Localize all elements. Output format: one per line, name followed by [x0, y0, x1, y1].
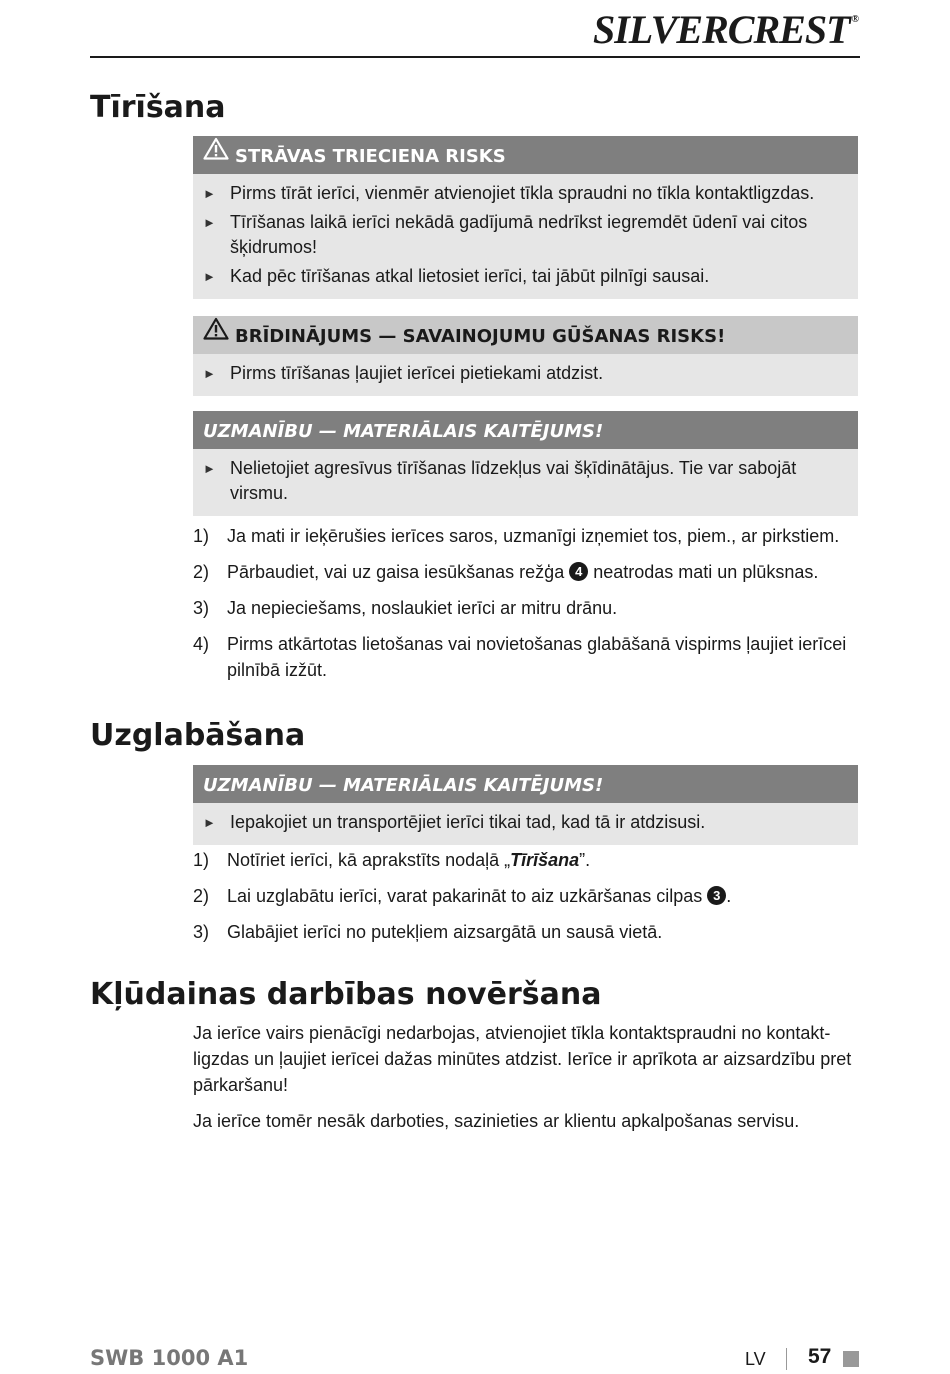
caution-box-heading: UZMANĪBU — MATERIĀLAIS KAITĒJUMS! — [193, 765, 858, 803]
cleaning-steps — [193, 523, 858, 693]
paragraph: Ja ierīce vairs pienācīgi nedarbojas, atvienojiet tīkla kontaktspraudni no kontaktligzdas un ļaujiet ierīcei dažas minūtes atdzist. Ierīce ir aprīkota ar aizsardzību pret pārkaršanu! — [193, 1023, 852, 1095]
part-number-badge: 4 — [569, 562, 588, 581]
warning-box-injury — [193, 316, 858, 396]
caution-box-material-damage — [193, 411, 858, 516]
list-item: ► Tīrīšanas laikā ierīci nekādā gadījumā nedrīkst iegremdēt ūdenī vai citos šķidrumos! — [203, 212, 808, 257]
arrow-right-icon: ► — [203, 215, 216, 230]
header-rule — [90, 56, 860, 58]
list-item: ► Pirms tīrīšanas ļaujiet ierīcei pietiekami atdzist. — [203, 361, 848, 386]
paragraph: Ja ierīce tomēr nesāk darboties, sazinieties ar klientu apkalpošanas servisu. — [193, 1111, 800, 1131]
square-marker-icon — [843, 1351, 859, 1367]
arrow-right-icon: ► — [203, 269, 216, 284]
arrow-right-icon: ► — [203, 366, 216, 381]
warning-triangle-icon — [203, 314, 229, 356]
step-item: 2) Lai uzglabātu ierīci, varat pakarināt to aiz uzkāršanas cilpas 3 . — [193, 886, 732, 906]
caution-box-heading: UZMANĪBU — MATERIĀLAIS KAITĒJUMS! — [193, 411, 858, 449]
warning-box-heading: STRĀVAS TRIECIENA RISKS — [193, 136, 858, 174]
list-item: ► Iepakojiet un transportējiet ierīci tikai tad, kad tā ir atdzisusi. — [203, 810, 848, 835]
warning-box-heading: BRĪDINĀJUMS — SAVAINOJUMU GŪŠANAS RISKS! — [193, 316, 858, 354]
warning-box-electric-shock — [193, 136, 858, 299]
arrow-right-icon: ► — [203, 186, 216, 201]
section-title-storage: Uzglabāšana — [90, 718, 306, 753]
model-number: SWB 1000 A1 — [90, 1346, 249, 1370]
list-item: ► Pirms tīrāt ierīci, vienmēr atvienojiet tīkla spraudni no tīkla kontaktligzdas. — [203, 181, 848, 206]
list-item: ► Nelietojiet agresīvus tīrīšanas līdzekļus vai šķīdinātājus. Tie var sabojāt virsmu. — [203, 458, 797, 503]
language-code: LV — [745, 1349, 766, 1369]
step-item: 1) Ja mati ir ieķērušies ierīces saros, uzmanīgi izņemiet tos, piem., ar pirkstiem. — [193, 526, 840, 546]
step-item: 2) Pārbaudiet, vai uz gaisa iesūkšanas režģa 4 neatrodas mati un plūksnas. — [193, 562, 819, 582]
arrow-right-icon: ► — [203, 461, 216, 476]
step-item: 1) Notīriet ierīci, kā aprakstīts nodaļā „Tīrīšana”. — [193, 850, 591, 870]
step-item: 4) Pirms atkārtotas lietošanas vai novietošanas glabāšanā vispirms ļaujiet ierīcei pilnībā izžūt. — [193, 634, 847, 680]
storage-steps — [193, 847, 858, 955]
step-item: 3) Ja nepieciešams, noslaukiet ierīci ar mitru drānu. — [193, 598, 618, 618]
footer-divider — [786, 1348, 787, 1370]
section-title-cleaning: Tīrīšana — [90, 90, 226, 125]
section-title-troubleshooting: Kļūdainas darbības novēršana — [90, 977, 602, 1012]
page-number: 57 — [808, 1345, 832, 1368]
brand-logo: SILVERCREST ® — [592, 7, 858, 52]
section-reference: Tīrīšana — [510, 850, 580, 870]
warning-triangle-icon — [203, 134, 229, 176]
list-item: ► Kad pēc tīrīšanas atkal lietosiet ierīci, tai jābūt pilnīgi sausai. — [203, 264, 848, 289]
arrow-right-icon: ► — [203, 815, 216, 830]
part-number-badge: 3 — [707, 886, 726, 905]
step-item: 3) Glabājiet ierīci no putekļiem aizsargātā un sausā vietā. — [193, 922, 663, 942]
caution-box-material-damage — [193, 765, 858, 845]
